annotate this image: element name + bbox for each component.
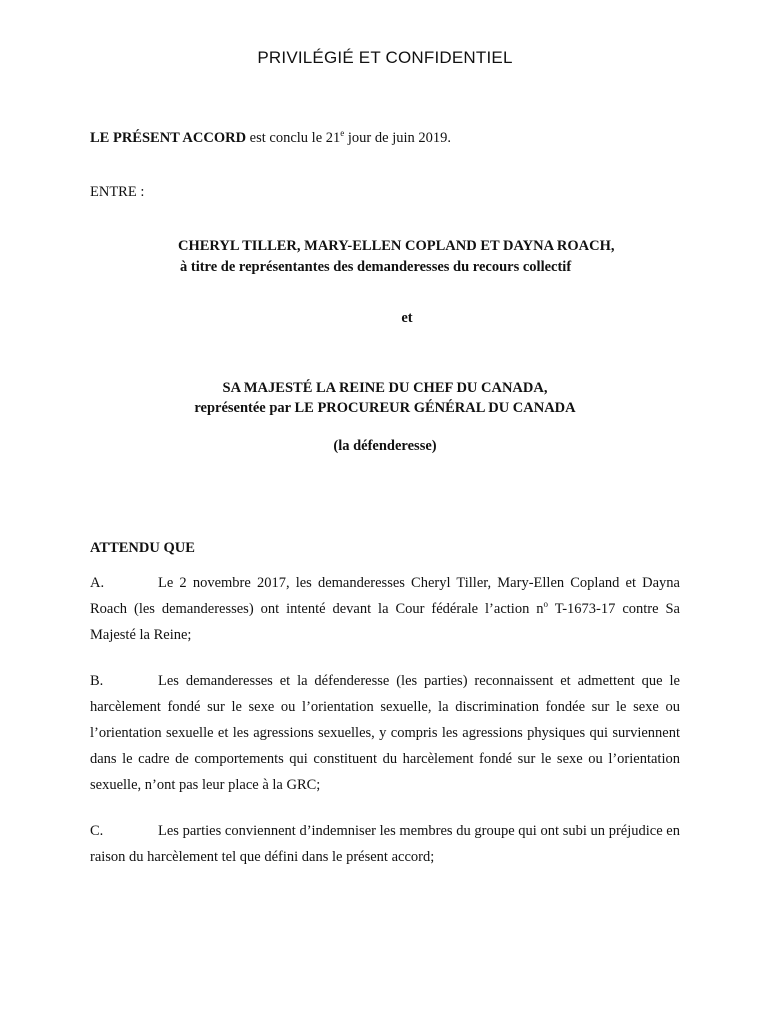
recital-item (90, 570, 680, 648)
intro-text: est conclu le 21 (246, 129, 341, 146)
recitals-list (90, 570, 680, 890)
recital-superscript: o (543, 599, 549, 610)
recital-item (90, 668, 680, 798)
plaintiffs-names: CHERYL TILLER, MARY-ELLEN COPLAND ET DAYNA ROACH, (178, 238, 615, 254)
defendant-name: SA MAJESTÉ LA REINE DU CHEF DU CANADA, (222, 380, 548, 396)
plaintiffs-block (178, 236, 614, 278)
and-separator: et (401, 310, 413, 326)
recital-letter: A. (90, 575, 105, 591)
between-label: ENTRE : (90, 184, 145, 200)
recital-text: Les parties conviennent d’indemniser les membres du groupe qui ont subi un préjudice en raison du harcèlement tel que défini dans le présent accord; (90, 823, 680, 865)
recital-text-end: T-1673-17 contre Sa Majesté la Reine; (90, 601, 680, 643)
whereas-heading: ATTENDU QUE (90, 540, 195, 556)
recital-text: Les demanderesses et la défenderesse (les parties) reconnaissent et admettent que le harcèlement fondé sur le sexe ou l’orientation sexuelle, la discrimination fondée sur le sexe ou l’orientation sexuelle et les agressions sexuelles, y compris les agressions physiques qui surviennent dans le cadre de comportements qui constituent du harcèlement fondé sur le sexe ou l’orientation sexuelle, n’ont pas leur place à la GRC; (90, 673, 680, 793)
recital-letter: B. (90, 673, 104, 689)
plaintiffs-role: à titre de représentantes des demanderesses du recours collectif (180, 259, 572, 275)
defendant-block (0, 378, 770, 456)
recital-text: Le 2 novembre 2017, les demanderesses Cheryl Tiller, Mary-Ellen Copland et Dayna Roach (les demanderesses) ont intenté devant la Cour fédérale l’action n (90, 575, 680, 617)
intro-superscript: e (340, 128, 345, 138)
defendant-role: (la défenderesse) (333, 438, 437, 454)
recital-item (90, 818, 680, 870)
confidentiality-header: PRIVILÉGIÉ ET CONFIDENTIEL (257, 48, 513, 67)
defendant-representation: représentée par LE PROCUREUR GÉNÉRAL DU CANADA (194, 400, 576, 416)
intro-bold-title: LE PRÉSENT ACCORD (90, 129, 247, 146)
intro-text-end: jour de juin 2019. (344, 129, 452, 146)
recital-letter: C. (90, 823, 104, 839)
agreement-intro (90, 128, 451, 147)
